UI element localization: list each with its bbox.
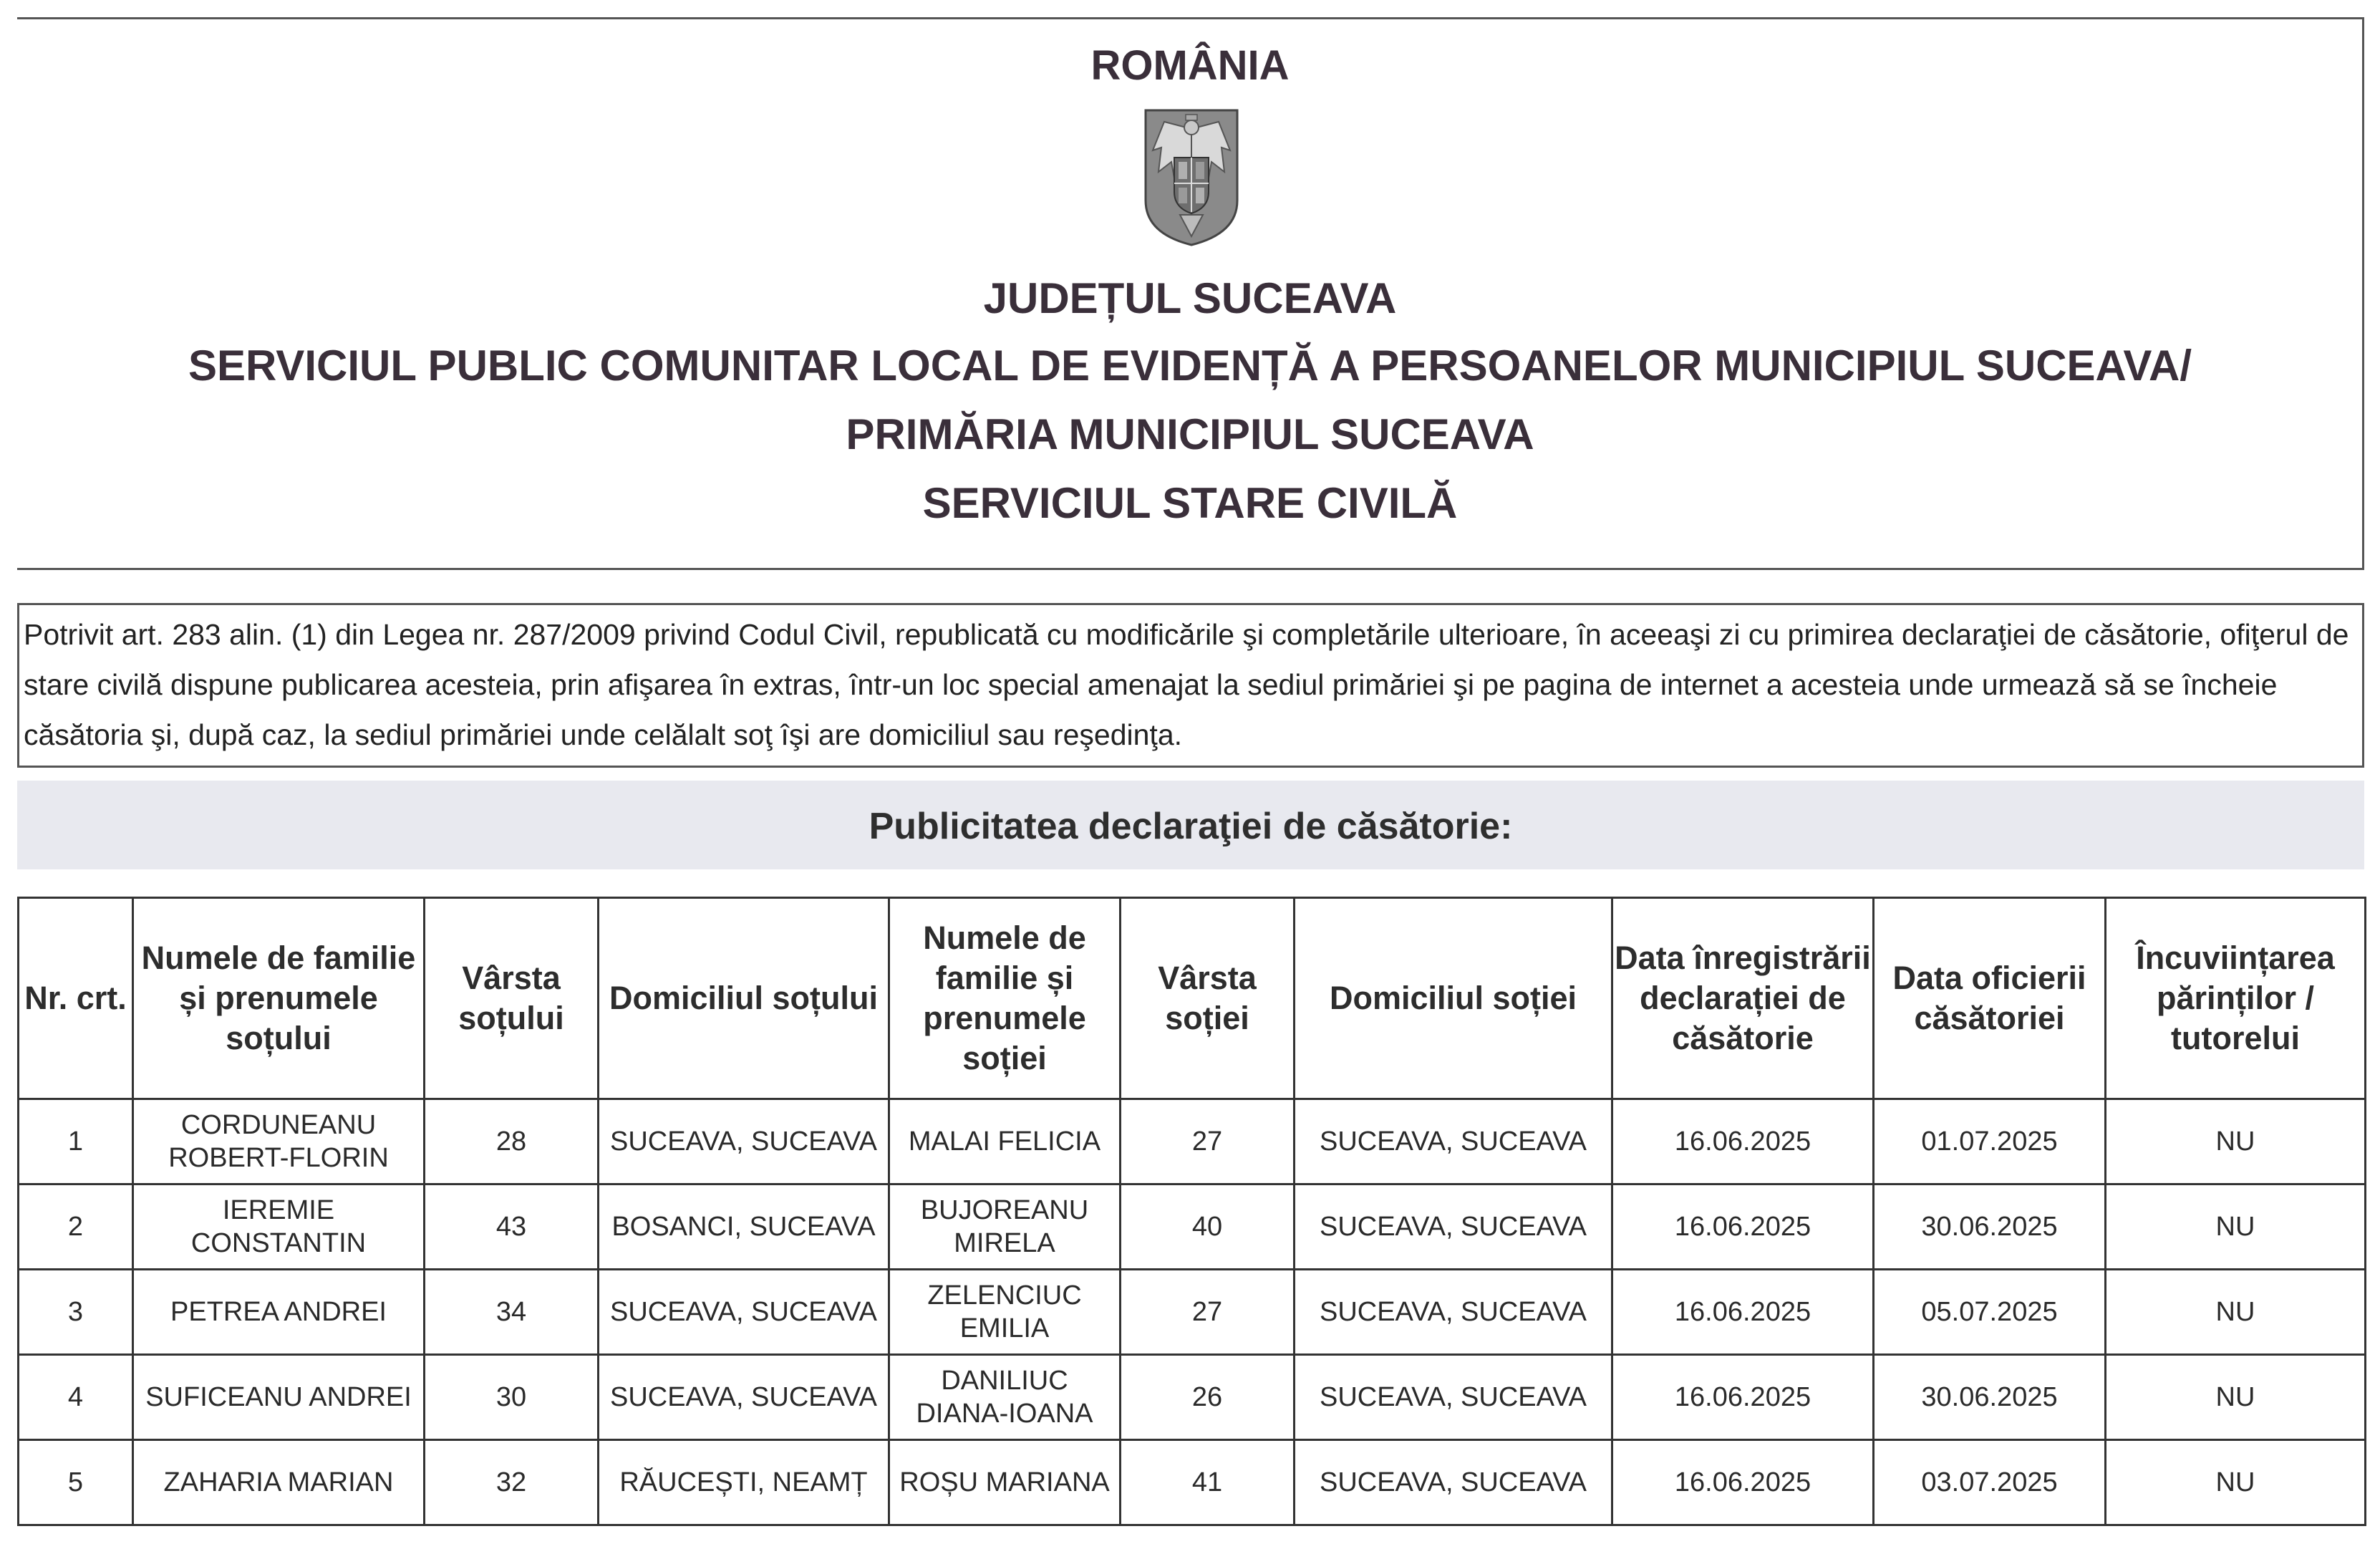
cell-nr: 4 [19, 1355, 133, 1440]
cell-husband-domicile: RĂUCEȘTI, NEAMȚ [599, 1440, 889, 1525]
cell-wife-name: DANILIUC DIANA-IOANA [889, 1355, 1121, 1440]
cell-ceremony-date: 05.07.2025 [1874, 1270, 2106, 1355]
section-title: Publicitatea declaraţiei de căsătorie: [869, 806, 1513, 847]
cell-husband-name: IEREMIE CONSTANTIN [133, 1184, 425, 1270]
col-header-wife-age: Vârsta soției [1121, 898, 1295, 1099]
cell-nr: 3 [19, 1270, 133, 1355]
cell-wife-age: 27 [1121, 1270, 1295, 1355]
col-header-registration-date: Data înregistrării declarației de căsătorie [1612, 898, 1874, 1099]
cell-ceremony-date: 30.06.2025 [1874, 1184, 2106, 1270]
cell-registration-date: 16.06.2025 [1612, 1099, 1874, 1184]
cell-husband-name: PETREA ANDREI [133, 1270, 425, 1355]
cell-consent: NU [2106, 1440, 2366, 1525]
cell-husband-name: SUFICEANU ANDREI [133, 1355, 425, 1440]
cell-ceremony-date: 03.07.2025 [1874, 1440, 2106, 1525]
table-row [19, 1270, 2366, 1355]
cell-registration-date: 16.06.2025 [1612, 1184, 1874, 1270]
cell-husband-age: 32 [425, 1440, 599, 1525]
cell-husband-age: 28 [425, 1099, 599, 1184]
cell-husband-domicile: SUCEAVA, SUCEAVA [599, 1270, 889, 1355]
romanian-coat-of-arms-icon [1143, 107, 1240, 248]
country-title: ROMÂNIA [1090, 42, 1290, 89]
cell-wife-domicile: SUCEAVA, SUCEAVA [1295, 1270, 1612, 1355]
cell-husband-name: CORDUNEANU ROBERT-FLORIN [133, 1099, 425, 1184]
cell-wife-age: 26 [1121, 1355, 1295, 1440]
county-title: JUDEȚUL SUCEAVA [983, 274, 1397, 322]
cell-husband-domicile: SUCEAVA, SUCEAVA [599, 1099, 889, 1184]
col-header-husband-domicile: Domiciliul soțului [599, 898, 889, 1099]
legal-notice-text: Potrivit art. 283 alin. (1) din Legea nr. 287/2009 privind Codul Civil, republicată cu modificările şi completările ulterioare, în aceeaşi zi cu primirea declaraţiei de căsătorie, ofiţerul de stare civilă dispune publicarea acesteia, prin afişarea în extras, într-un loc special amenajat la sediul primăriei şi pe pagina de internet a acesteia unde urmează să se încheie căsătoria şi, după caz, la sediul primăriei unde celălalt soţ îşi are domiciliul sau reşedinţa. [24, 618, 2349, 751]
cell-ceremony-date: 30.06.2025 [1874, 1355, 2106, 1440]
cell-consent: NU [2106, 1270, 2366, 1355]
col-header-nr: Nr. crt. [19, 898, 133, 1099]
cell-wife-name: ZELENCIUC EMILIA [889, 1270, 1121, 1355]
col-header-ceremony-date: Data oficierii căsătoriei [1874, 898, 2106, 1099]
marriage-declarations-table [17, 897, 2366, 1526]
cell-registration-date: 16.06.2025 [1612, 1270, 1874, 1355]
cell-ceremony-date: 01.07.2025 [1874, 1099, 2106, 1184]
cell-nr: 5 [19, 1440, 133, 1525]
cell-wife-age: 27 [1121, 1099, 1295, 1184]
cell-husband-domicile: BOSANCI, SUCEAVA [599, 1184, 889, 1270]
cell-husband-name: ZAHARIA MARIAN [133, 1440, 425, 1525]
stare-civila-title: SERVICIUL STARE CIVILĂ [922, 479, 1458, 527]
cell-wife-domicile: SUCEAVA, SUCEAVA [1295, 1184, 1612, 1270]
cell-registration-date: 16.06.2025 [1612, 1355, 1874, 1440]
col-header-consent: Încuviințarea părinților / tutorelui [2106, 898, 2366, 1099]
table-row [19, 1355, 2366, 1440]
col-header-husband-name: Numele de familie și prenumele soțului [133, 898, 425, 1099]
col-header-wife-name: Numele de familie și prenumele soției [889, 898, 1121, 1099]
cell-wife-domicile: SUCEAVA, SUCEAVA [1295, 1355, 1612, 1440]
table-row [19, 1440, 2366, 1525]
cell-nr: 2 [19, 1184, 133, 1270]
cell-husband-age: 43 [425, 1184, 599, 1270]
service-title: SERVICIUL PUBLIC COMUNITAR LOCAL DE EVIDENȚĂ A PERSOANELOR MUNICIPIUL SUCEAVA/ [188, 342, 2192, 390]
cell-consent: NU [2106, 1184, 2366, 1270]
cell-husband-age: 34 [425, 1270, 599, 1355]
cell-wife-age: 40 [1121, 1184, 1295, 1270]
cell-wife-age: 41 [1121, 1440, 1295, 1525]
cell-wife-name: BUJOREANU MIRELA [889, 1184, 1121, 1270]
col-header-husband-age: Vârsta soțului [425, 898, 599, 1099]
cell-nr: 1 [19, 1099, 133, 1184]
cell-registration-date: 16.06.2025 [1612, 1440, 1874, 1525]
cell-wife-name: MALAI FELICIA [889, 1099, 1121, 1184]
cell-consent: NU [2106, 1099, 2366, 1184]
table-row [19, 1184, 2366, 1270]
cell-wife-domicile: SUCEAVA, SUCEAVA [1295, 1440, 1612, 1525]
cell-wife-name: ROȘU MARIANA [889, 1440, 1121, 1525]
table-row [19, 1099, 2366, 1184]
primaria-title: PRIMĂRIA MUNICIPIUL SUCEAVA [846, 410, 1534, 458]
legal-notice [17, 603, 2364, 768]
cell-consent: NU [2106, 1355, 2366, 1440]
cell-husband-domicile: SUCEAVA, SUCEAVA [599, 1355, 889, 1440]
table-header-row [19, 898, 2366, 1099]
cell-husband-age: 30 [425, 1355, 599, 1440]
cell-wife-domicile: SUCEAVA, SUCEAVA [1295, 1099, 1612, 1184]
col-header-wife-domicile: Domiciliul soției [1295, 898, 1612, 1099]
